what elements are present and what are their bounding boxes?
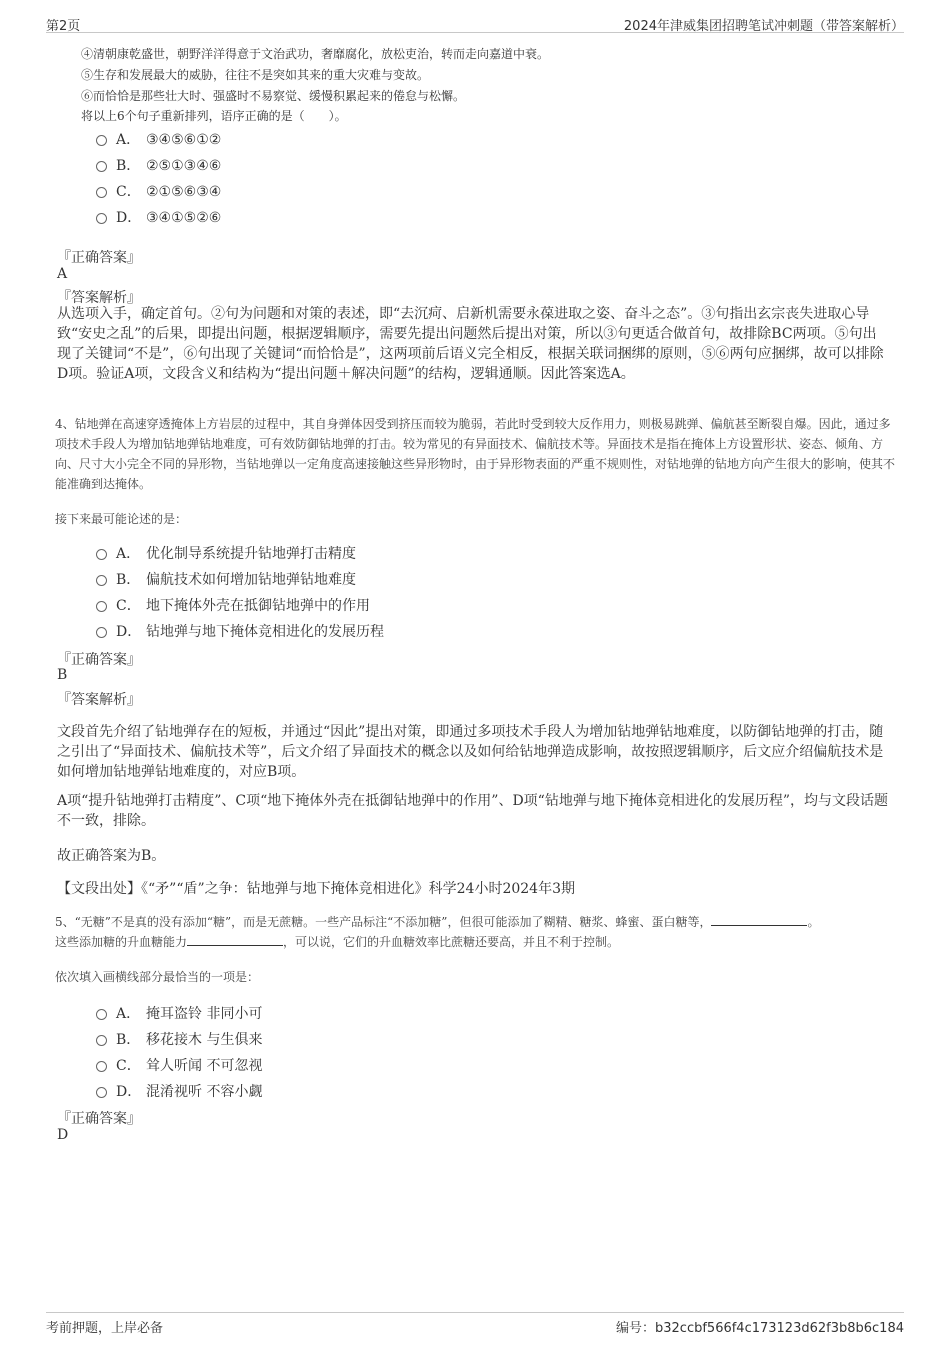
document-code: 编号：b32ccbf566f4c173123d62f3b8b6c184: [616, 1321, 904, 1336]
radio-icon[interactable]: [96, 575, 107, 586]
q3-line-4: ④清朝康乾盛世，朝野洋洋得意于文治武功，奢靡腐化，放松吏治，转而走向嘉道中衰。: [81, 47, 550, 61]
page-number: 第2页: [46, 19, 81, 34]
radio-icon[interactable]: [96, 601, 107, 612]
q3-analysis: 从选项入手，确定首句。②句为问题和对策的表述，即“去沉疴、启新机需要永葆进取之姿、奋斗之态”。③句指出玄宗丧失进取心导致“安史之乱”的后果，即提出问题，根据逻辑顺序，需要先提出问题然后提出对策，所以③句更适合做首句，故排除BC两项。⑤句出现了关键词“不是”，⑥句出现了关键词“而恰恰是”，这两项前后语义完全相反，根据关联词捆绑的原则，⑤⑥两句应捆绑，故可以排除D项。验证A项，文段含义和结构为“提出问题＋解决问题”的结构，逻辑通顺。因此答案选A。: [57, 306, 884, 382]
radio-icon[interactable]: [96, 1061, 107, 1072]
q3-line-5: ⑤生存和发展最大的威胁，往往不是突如其来的重大灾难与变故。: [81, 68, 430, 82]
blank-2: [187, 933, 283, 946]
q3-option-b[interactable]: B． ②⑤①③④⑥: [96, 155, 221, 175]
q4-analysis-para-2: A项“提升钻地弹打击精度”、C项“地下掩体外壳在抵御钻地弹中的作用”、D项“钻地弹与地下掩体竞相进化的发展历程”，均与文段话题不一致，排除。: [57, 793, 888, 829]
q5-option-c[interactable]: C． 耸人听闻 不可忽视: [96, 1055, 262, 1075]
q4-answer: B: [57, 667, 68, 683]
q4-stem: 4、钻地弹在高速穿透掩体上方岩层的过程中，其自身弹体因受到挤压而较为脆弱，若此时受到较大反作用力，则极易跳弹、偏航甚至断裂自爆。因此，通过多项技术手段人为增加钻地弹钻地难度，可有效防御钻地弹的打击。较为常见的有异面技术、偏航技术等。异面技术是指在掩体上方设置形状、姿态、倾角、方向、尺寸大小完全不同的异形物，当钻地弹以一定角度高速接触这些异形物时，由于异形物表面的严重不规则性，对钻地弹的钻地方向产生很大的影响，使其不能准确到达掩体。: [55, 417, 896, 491]
radio-icon[interactable]: [96, 161, 107, 172]
radio-icon[interactable]: [96, 1035, 107, 1046]
q4-analysis-title: 『答案解析』: [57, 692, 141, 708]
q5-answer-title: 『正确答案』: [57, 1111, 141, 1127]
q5-answer: D: [57, 1127, 69, 1143]
q4-source: 【文段出处】《“矛”“盾”之争：钻地弹与地下掩体竞相进化》科学24小时2024年3期: [57, 881, 575, 897]
q3-answer-title: 『正确答案』: [57, 250, 141, 266]
q5-stem-line-2: 这些添加糖的升血糖能力 ，可以说，它们的升血糖效率比蔗糖还要高，并且不利于控制。: [55, 935, 620, 949]
radio-icon[interactable]: [96, 135, 107, 146]
q3-instruction: 将以上6个句子重新排列，语序正确的是（ ）。: [81, 109, 347, 123]
radio-icon[interactable]: [96, 1009, 107, 1020]
q3-analysis-title: 『答案解析』: [57, 290, 141, 306]
radio-icon[interactable]: [96, 627, 107, 638]
q5-option-a[interactable]: A． 掩耳盗铃 非同小可: [96, 1003, 262, 1023]
radio-icon[interactable]: [96, 549, 107, 560]
q4-option-d[interactable]: D． 钻地弹与地下掩体竞相进化的发展历程: [96, 621, 384, 641]
radio-icon[interactable]: [96, 213, 107, 224]
page-footer: [46, 1312, 904, 1337]
q3-option-a[interactable]: A． ③④⑤⑥①②: [96, 129, 221, 149]
q4-option-b[interactable]: B． 偏航技术如何增加钻地弹钻地难度: [96, 569, 356, 589]
q3-option-c[interactable]: C． ②①⑤⑥③④: [96, 181, 221, 201]
q4-answer-title: 『正确答案』: [57, 652, 141, 668]
q3-option-d[interactable]: D． ③④①⑤②⑥: [96, 207, 221, 227]
radio-icon[interactable]: [96, 1087, 107, 1098]
q4-analysis-para-1: 文段首先介绍了钻地弹存在的短板，并通过“因此”提出对策，即通过多项技术手段人为增加钻地弹钻地难度，以防御钻地弹的打击，随之引出了“异面技术、偏航技术等”，后文介绍了异面技术的概念以及如何给钻地弹造成影响，故按照逻辑顺序，后文应介绍偏航技术是如何增加钻地弹钻地难度的，对应B项。: [57, 724, 884, 780]
document-title: 2024年津威集团招聘笔试冲刺题（带答案解析）: [623, 19, 904, 34]
page-header: [46, 12, 904, 33]
q4-option-a[interactable]: A． 优化制导系统提升钻地弹打击精度: [96, 543, 356, 563]
radio-icon[interactable]: [96, 187, 107, 198]
q3-line-6: ⑥而恰恰是那些壮大时、强盛时不易察觉、缓慢积累起来的倦怠与松懈。: [81, 89, 466, 103]
blank-1: [711, 913, 807, 926]
footer-slogan: 考前押题，上岸必备: [46, 1321, 164, 1336]
q4-analysis-para-3: 故正确答案为B。: [57, 848, 166, 864]
q5-stem-line-1: 5、“无糖”不是真的没有添加“糖”，而是无蔗糖。一些产品标注“不添加糖”，但很可能添加了糊精、糖浆、蜂蜜、蛋白糖等， 。: [55, 915, 820, 929]
q5-option-d[interactable]: D． 混淆视听 不容小觑: [96, 1081, 262, 1101]
q5-prompt: 依次填入画横线部分最恰当的一项是：: [55, 970, 260, 984]
q4-prompt: 接下来最可能论述的是：: [55, 512, 188, 526]
q4-option-c[interactable]: C． 地下掩体外壳在抵御钻地弹中的作用: [96, 595, 370, 615]
q5-option-b[interactable]: B． 移花接木 与生俱来: [96, 1029, 262, 1049]
q3-answer: A: [57, 266, 68, 282]
